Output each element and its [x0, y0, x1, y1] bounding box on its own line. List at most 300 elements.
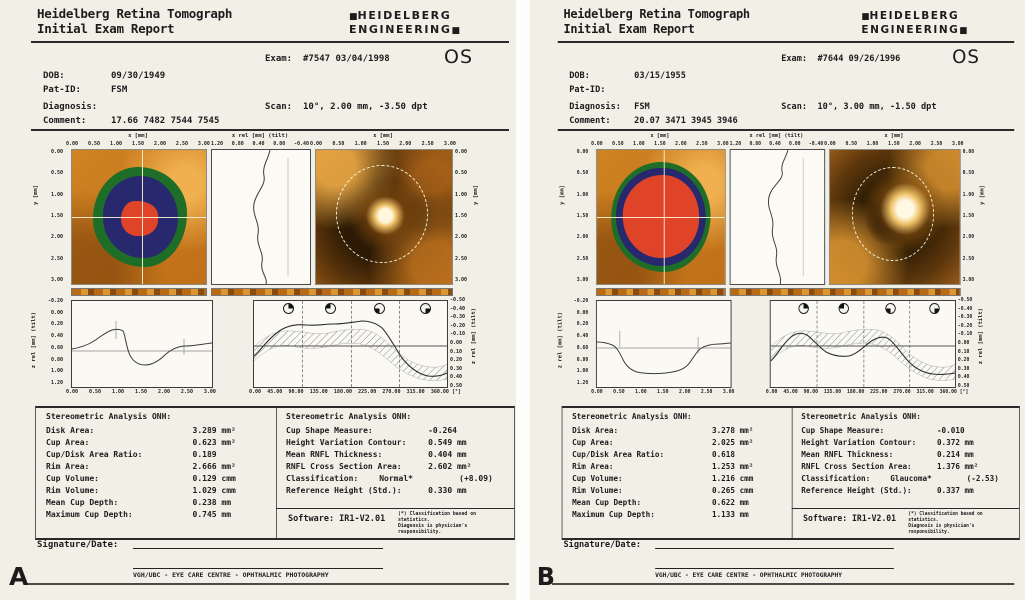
- exam-value: #7547 03/04/1998: [303, 54, 390, 64]
- software-rule: [276, 508, 514, 509]
- tick-label: 2.00: [157, 389, 170, 395]
- date-line: [655, 560, 894, 569]
- tick-label: 2.00: [399, 141, 412, 147]
- tick-label: 0.50: [845, 141, 857, 147]
- tick-label: 0.00: [310, 141, 323, 147]
- stat-sl: Cup Area:: [572, 438, 614, 447]
- reflect-x-axis-label: x [mm]: [373, 133, 393, 139]
- stereometric-table-right: [286, 412, 508, 498]
- vertical-profile-curve: [731, 150, 825, 284]
- logo-text2: ENGINEERING: [349, 22, 452, 36]
- tick-label: 0.00: [50, 149, 63, 155]
- tick-label: 2.50: [576, 255, 589, 262]
- stat-sl: Maximum Cup Depth:: [572, 510, 655, 519]
- stat-sv: -0.010: [936, 426, 965, 435]
- tick-label: 0.00: [66, 141, 79, 147]
- cross-section-strip: [71, 288, 207, 296]
- software-version: Software: IR1-V2.01: [803, 514, 897, 524]
- logo-text2: ENGINEERING: [861, 22, 960, 36]
- tick-label: -0.10: [450, 331, 466, 338]
- tick-label: 0.40: [576, 333, 589, 340]
- report-title-line2: Initial Exam Report: [37, 21, 175, 36]
- crosshair-vertical: [142, 150, 143, 284]
- stat-row: [572, 474, 784, 486]
- exam-label: Exam:: [781, 54, 808, 64]
- dob-label: DOB:: [569, 71, 590, 81]
- cross-section-strip: [211, 288, 453, 296]
- clinic-footer: VGH/UBC - EYE CARE CENTRE - OPHTHALMIC PHOTOGRAPHY: [133, 571, 329, 579]
- stat-sv: 1.216 cmm: [711, 474, 754, 483]
- stat-row: [46, 486, 268, 498]
- report-title: [563, 6, 749, 36]
- stat-row: [46, 438, 268, 450]
- tick-label: 0.40: [50, 333, 63, 340]
- stereometric-table-right: [801, 412, 1013, 498]
- stat-row: [46, 498, 268, 510]
- tick-label: 3.00: [203, 389, 216, 395]
- tick-label: -0.20: [573, 298, 589, 304]
- stat-sv: 1.029 cmm: [192, 486, 236, 495]
- patid-label: Pat-ID:: [569, 85, 606, 95]
- header-rule: [558, 41, 1014, 43]
- vprofile-axis-label: x rel [mm] (tilt): [231, 133, 289, 139]
- tick-label: 2.00: [962, 234, 975, 241]
- tick-label: 315.00: [406, 389, 425, 395]
- reflect-x-ticks: [310, 141, 456, 147]
- classification-footnote: [398, 512, 510, 536]
- rnfl-y-ticks: [450, 297, 466, 389]
- degree-unit-label: [°]: [959, 389, 969, 395]
- tick-label: 1.50: [654, 141, 666, 147]
- tick-label: 1.00: [111, 389, 125, 395]
- figure-label-b: B: [536, 562, 555, 591]
- tick-label: 2.00: [909, 141, 921, 147]
- stereometric-box: [562, 406, 1020, 540]
- tick-label: 2.00: [576, 234, 589, 241]
- tick-label: 1.00: [455, 191, 468, 198]
- tick-label: 1.50: [131, 141, 144, 147]
- sector-icons-row: [254, 303, 447, 315]
- stat-sv: 0.265 cmm: [711, 486, 754, 495]
- exam-label: Exam:: [265, 54, 293, 64]
- scan-label: Scan:: [781, 102, 808, 112]
- stat-sv: 0.372 mm: [936, 438, 974, 447]
- rnfl-y-axis-label: z rel [mm] (tilt): [471, 308, 477, 365]
- stat-sl: RNFL Cross Section Area:: [801, 462, 912, 471]
- software-rule: [792, 508, 1019, 509]
- tick-label: 3.00: [443, 141, 456, 147]
- sector-clock-icon: [839, 303, 850, 314]
- bottom-rule: [552, 583, 1014, 585]
- tick-label: 1.50: [134, 389, 147, 395]
- tick-label: -0.40: [450, 305, 466, 312]
- tick-label: 0.30: [957, 365, 970, 372]
- tick-label: -0.40: [808, 141, 824, 147]
- tick-label: -0.20: [47, 298, 63, 304]
- logo-line2: [861, 24, 1014, 38]
- reflect-x-ticks: [824, 141, 963, 147]
- stat-sv: 0.404 mm: [428, 450, 467, 459]
- info-rule: [558, 129, 1014, 131]
- tick-label: 0.50: [50, 170, 63, 177]
- classification-footnote: [908, 512, 1015, 536]
- tick-label: 2.50: [962, 255, 975, 262]
- bottom-rule: [25, 583, 509, 585]
- stat-sv: -0.264: [428, 426, 457, 435]
- stat-sl: Cup Volume:: [46, 474, 99, 483]
- tick-label: 0.40: [450, 374, 463, 381]
- tick-label: 2.50: [455, 255, 468, 262]
- diagnosis-value: FSM: [634, 102, 650, 112]
- footnote-line2: Diagnosis is physician's responsibility.: [908, 524, 975, 535]
- tick-label: 0.00: [957, 339, 970, 346]
- stat-sv: Glaucoma*: [890, 474, 932, 483]
- tick-label: 2.50: [930, 141, 943, 147]
- tick-label: 0.00: [249, 389, 262, 395]
- table-rows: [286, 426, 508, 498]
- tick-label: 0.00: [591, 389, 603, 395]
- tick-label: 0.50: [87, 141, 101, 147]
- reflect-y-ticks: [963, 149, 976, 283]
- tick-label: 180.00: [847, 389, 865, 395]
- tick-label: 2.50: [180, 389, 193, 395]
- contour-line-circle: [336, 165, 428, 263]
- table-title: Stereometric Analysis ONH:: [46, 412, 172, 421]
- tick-label: 0.30: [450, 365, 463, 372]
- stat-sl: Cup/Disk Area Ratio:: [46, 450, 143, 459]
- stat-sv: 0.189: [192, 450, 217, 459]
- sector-clock-icon: [374, 303, 385, 314]
- stat-sv: 1.133 mm: [711, 510, 749, 519]
- tick-label: 0.40: [957, 374, 970, 381]
- table-title: Stereometric Analysis ONH:: [286, 412, 412, 421]
- tick-label: 0.50: [612, 141, 624, 147]
- tick-label: 0.00: [765, 389, 778, 395]
- eye-label: OS: [444, 46, 474, 68]
- vertical-profile-curve: [212, 150, 310, 284]
- rnfl-y-ticks: [958, 297, 973, 389]
- tick-label: -0.20: [957, 322, 973, 329]
- eye-label: OS: [952, 46, 980, 68]
- tick-label: 0.00: [66, 389, 79, 395]
- signature-label: Signature/Date:: [563, 540, 642, 550]
- tick-label: 270.00: [382, 389, 401, 395]
- patid-value: FSM: [111, 85, 128, 95]
- stat-sl: Reference Height (Std.):: [801, 486, 912, 495]
- cup-red-region: [121, 201, 159, 237]
- stat-row: [286, 450, 508, 462]
- tick-label: -0.30: [450, 314, 466, 321]
- topo-x-axis-label: x [mm]: [650, 133, 670, 139]
- tick-label: 1.50: [376, 141, 389, 147]
- tick-label: 0.10: [957, 348, 970, 355]
- tick-label: 3.00: [717, 141, 729, 147]
- stat-row: [286, 474, 508, 486]
- software-version: Software: IR1-V2.01: [288, 514, 386, 524]
- tick-label: 3.00: [50, 276, 63, 283]
- stat-sl: Height Variation Contour:: [801, 438, 917, 447]
- stat-sv: 0.623 mm²: [192, 438, 236, 447]
- stat-row: [46, 474, 268, 486]
- topo-y-axis-label: y [mm]: [33, 185, 39, 205]
- leftplot-y-ticks: [573, 298, 588, 386]
- tick-label: 0.80: [749, 141, 761, 147]
- tick-label: 315.00: [916, 389, 934, 395]
- leftplot-x-ticks: [66, 389, 216, 395]
- topo-x-axis-label: x [mm]: [128, 133, 148, 139]
- crosshair-horizontal: [597, 217, 725, 218]
- comment-value: 20.07 3471 3945 3946: [634, 116, 738, 126]
- tick-label: 2.50: [421, 141, 434, 147]
- tick-label: 45.00: [267, 389, 283, 395]
- stat-sl: Cup Shape Measure:: [286, 426, 373, 435]
- topo-y-axis-label: y [mm]: [559, 185, 566, 205]
- tick-label: 1.20: [211, 141, 224, 147]
- table-title: Stereometric Analysis ONH:: [572, 412, 692, 421]
- table-divider: [792, 408, 793, 538]
- stat-row: [801, 474, 1013, 486]
- tick-label: 1.00: [635, 389, 647, 395]
- logo-square-icon: ■: [861, 12, 870, 22]
- tick-label: 0.50: [962, 170, 975, 177]
- stat-sv: 2.666 mm²: [192, 462, 236, 471]
- leftplot-y-ticks: [47, 298, 63, 386]
- tick-label: 0.80: [576, 356, 589, 363]
- tick-label: 225.00: [358, 389, 377, 395]
- tick-label: 0.20: [576, 321, 589, 328]
- tick-label: 0.80: [231, 141, 244, 147]
- stat-sv: 0.618: [711, 450, 735, 459]
- tick-label: 0.50: [450, 382, 463, 389]
- stat-row: [286, 426, 508, 438]
- stat-sl: Rim Area:: [572, 462, 614, 471]
- tick-label: 1.00: [576, 368, 589, 375]
- tick-label: -0.50: [957, 297, 973, 303]
- stereometric-table-left: [46, 412, 268, 522]
- tick-label: 2.50: [700, 389, 713, 395]
- logo-line1: [349, 10, 509, 24]
- tick-label: 2.00: [455, 234, 468, 241]
- horizontal-profile-plot: [596, 300, 732, 388]
- stat-sv: 3.278 mm²: [711, 426, 754, 435]
- stereometric-table-left: [572, 412, 784, 522]
- horizontal-profile-curve: [72, 301, 212, 387]
- table-rows: [801, 426, 1013, 498]
- tick-label: 2.50: [175, 141, 188, 147]
- sector-clock-icon: [929, 303, 940, 314]
- logo-square-icon: ■: [959, 25, 968, 36]
- topography-image: [71, 149, 207, 285]
- tick-label: 0.50: [455, 170, 468, 177]
- stat-row: [801, 438, 1013, 450]
- tick-label: 1.00: [633, 141, 645, 147]
- tick-label: 0.50: [88, 389, 102, 395]
- tick-label: 2.50: [50, 255, 63, 262]
- tick-label: 360.00: [939, 389, 957, 395]
- tick-label: 0.00: [824, 141, 836, 147]
- tick-label: 0.50: [576, 170, 589, 177]
- tick-label: 180.00: [333, 389, 352, 395]
- stat-sv: 0.330 mm: [428, 486, 467, 495]
- tick-label: 1.00: [50, 368, 63, 375]
- heidelberg-logo: [349, 10, 509, 37]
- tick-label: 1.00: [866, 141, 879, 147]
- tick-label: 1.50: [657, 389, 669, 395]
- logo-text1: HEIDELBERG: [869, 9, 960, 22]
- footnote-line2: Diagnosis is physician's responsibility.: [398, 524, 468, 535]
- topo-x-ticks: [591, 141, 729, 147]
- tick-label: 0.00: [455, 149, 468, 155]
- stat-row: [572, 498, 784, 510]
- tick-label: 1.50: [455, 212, 468, 219]
- tick-label: 3.00: [722, 389, 735, 395]
- tick-label: 270.00: [893, 389, 911, 395]
- exam-value: #7644 09/26/1996: [817, 54, 901, 64]
- tick-label: 0.00: [273, 141, 286, 147]
- tick-label: 1.50: [962, 212, 975, 219]
- stat-row: [286, 438, 508, 450]
- table-divider: [276, 408, 277, 538]
- stat-row: [801, 450, 1013, 462]
- tick-label: 1.50: [888, 141, 900, 147]
- logo-square-icon: ■: [349, 12, 358, 22]
- stat-sl: Cup Shape Measure:: [801, 426, 885, 435]
- tick-label: 0.60: [576, 344, 589, 351]
- stat-row: [46, 462, 268, 474]
- stat-se: (-2.53): [966, 474, 999, 483]
- tick-label: -0.20: [450, 322, 466, 329]
- footnote-line1: (*) Classification based on statistics.: [398, 512, 476, 523]
- stat-sl: Cup Area:: [46, 438, 90, 447]
- tick-label: 3.00: [962, 276, 975, 283]
- stat-sv: 1.376 mm²: [936, 462, 979, 471]
- stat-sl: Classification:: [286, 474, 359, 483]
- logo-line2: [349, 24, 509, 38]
- stat-sv: 1.253 mm²: [711, 462, 754, 471]
- stat-sl: Height Variation Contour:: [286, 438, 407, 447]
- info-rule: [31, 129, 509, 131]
- rnfl-x-ticks: [249, 389, 449, 395]
- stat-sl: Mean RNFL Thickness:: [801, 450, 894, 459]
- tick-label: 0.50: [957, 382, 970, 389]
- rnfl-y-axis-label: z rel [mm] (tilt): [977, 308, 984, 365]
- scan-value: 10°, 3.00 mm, -1.50 dpt: [817, 102, 937, 112]
- vertical-profile-plot: [730, 149, 826, 285]
- tick-label: 225.00: [870, 389, 888, 395]
- sector-clock-icon: [283, 303, 294, 314]
- stat-sl: Mean Cup Depth:: [46, 498, 119, 507]
- stat-sl: Rim Volume:: [46, 486, 99, 495]
- tick-label: 0.00: [962, 149, 975, 155]
- tick-label: 0.50: [613, 389, 625, 395]
- stat-sl: Maximum Cup Depth:: [46, 510, 133, 519]
- stat-row: [572, 486, 784, 498]
- stat-sl: Reference Height (Std.):: [286, 486, 402, 495]
- tick-label: -0.50: [450, 297, 466, 303]
- tick-label: 3.00: [455, 276, 468, 283]
- tick-label: 1.50: [50, 212, 63, 219]
- scan-label: Scan:: [265, 102, 293, 112]
- tick-label: 2.00: [675, 141, 687, 147]
- topo-y-ticks: [573, 149, 588, 283]
- stereometric-box: [35, 406, 515, 540]
- header-rule: [31, 41, 509, 43]
- stat-sl: Disk Area:: [46, 426, 95, 435]
- logo-line1: [861, 10, 1014, 24]
- topo-x-ticks: [66, 141, 210, 147]
- report-title-line1: Heidelberg Retina Tomograph: [563, 6, 750, 21]
- tick-label: 0.00: [450, 339, 463, 346]
- tick-label: 2.00: [50, 234, 63, 241]
- stat-sl: RNFL Cross Section Area:: [286, 462, 402, 471]
- stat-row: [286, 462, 508, 474]
- leftplot-x-ticks: [591, 389, 734, 395]
- reflect-y-axis-label: y [mm]: [979, 185, 986, 205]
- scan-value: 10°, 2.00 mm, -3.50 dpt: [303, 102, 428, 112]
- stat-sv: 0.238 mm: [192, 498, 232, 507]
- tick-label: 0.20: [50, 321, 63, 328]
- tick-label: 2.00: [153, 141, 166, 147]
- stat-row: [801, 426, 1013, 438]
- stat-row: [46, 510, 268, 522]
- degree-unit-label: [°]: [452, 389, 462, 395]
- stat-row: [801, 462, 1013, 474]
- reflect-x-axis-label: x [mm]: [884, 133, 904, 139]
- dob-label: DOB:: [43, 71, 65, 81]
- report-title-line1: Heidelberg Retina Tomograph: [37, 6, 233, 21]
- figure-label-a: A: [9, 562, 29, 591]
- table-title: Stereometric Analysis ONH:: [801, 412, 921, 421]
- stat-sl: Cup/Disk Area Ratio:: [572, 450, 665, 459]
- stat-sl: Cup Volume:: [572, 474, 623, 483]
- stat-row: [572, 462, 784, 474]
- stat-sv: 0.214 mm: [936, 450, 974, 459]
- vprofile-ticks: [730, 141, 824, 147]
- stat-row: [572, 438, 784, 450]
- leftplot-y-axis-label: z rel [mm] (tilt): [557, 312, 564, 369]
- stat-sv: 0.745 mm: [192, 510, 232, 519]
- tick-label: 0.00: [591, 141, 603, 147]
- tick-label: 135.00: [823, 389, 842, 395]
- heidelberg-logo: [861, 10, 1014, 37]
- comment-value: 17.66 7482 7544 7545: [111, 116, 220, 126]
- tick-label: 3.00: [952, 141, 964, 147]
- tick-label: 0.60: [50, 344, 63, 351]
- tick-label: 1.00: [50, 191, 63, 198]
- reflect-y-axis-label: y [mm]: [473, 185, 479, 205]
- tick-label: 0.50: [332, 141, 345, 147]
- crosshair-horizontal: [72, 217, 206, 218]
- tick-label: 3.00: [576, 276, 589, 283]
- leftplot-y-axis-label: z rel [mm] (tilt): [31, 312, 37, 369]
- comment-label: Comment:: [569, 116, 611, 126]
- rnfl-profile-plot: [770, 300, 956, 388]
- signature-label: Signature/Date:: [37, 540, 119, 550]
- tick-label: 90.00: [803, 389, 818, 395]
- table-rows: [46, 426, 268, 522]
- tick-label: 90.00: [288, 389, 304, 395]
- tick-label: 0.40: [252, 141, 265, 147]
- cross-section-strip: [730, 288, 961, 296]
- tick-label: 0.20: [450, 357, 463, 364]
- rnfl-profile-plot: [253, 300, 448, 388]
- stat-row: [801, 486, 1013, 498]
- stat-sl: Mean Cup Depth:: [572, 498, 642, 507]
- report-title-line2: Initial Exam Report: [563, 21, 695, 36]
- vprofile-axis-label: x rel [mm] (tilt): [749, 133, 804, 139]
- tick-label: 1.00: [962, 191, 975, 198]
- stat-sl: Rim Volume:: [572, 486, 623, 495]
